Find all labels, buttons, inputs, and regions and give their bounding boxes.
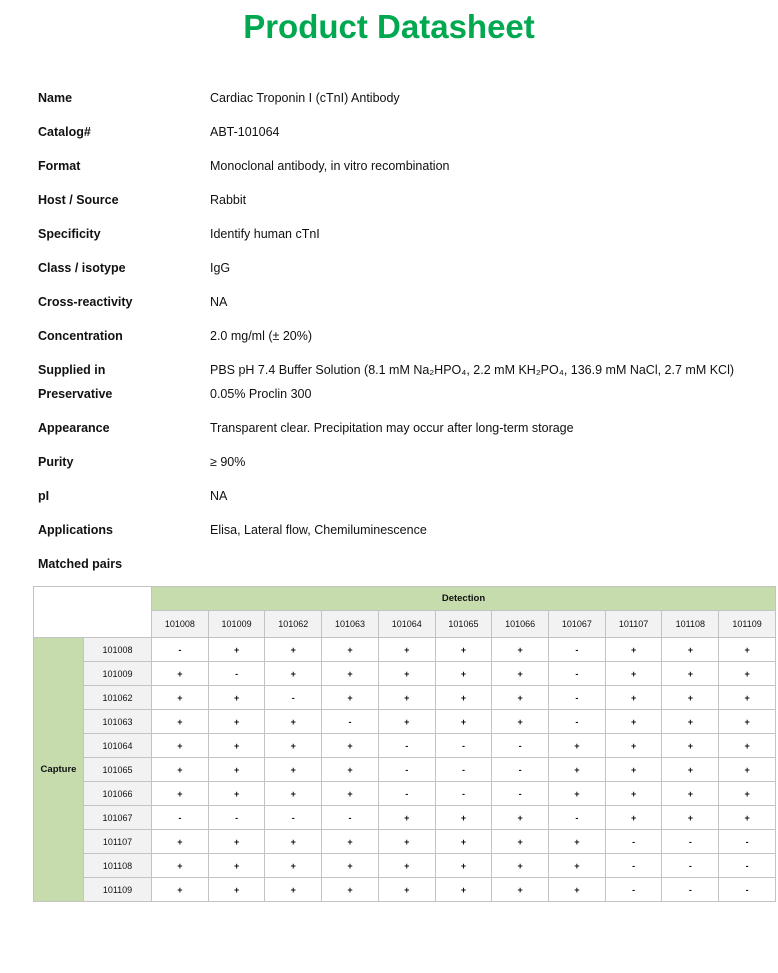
detection-code-header: 101065 <box>435 611 492 638</box>
matrix-cell: + <box>492 806 549 830</box>
matrix-cell: + <box>378 854 435 878</box>
matrix-row <box>34 686 776 710</box>
matrix-cell: + <box>605 758 662 782</box>
matrix-cell: + <box>208 854 265 878</box>
matrix-cell: + <box>208 830 265 854</box>
matrix-row <box>34 710 776 734</box>
property-label: Concentration <box>38 329 123 343</box>
matrix-cell: - <box>492 782 549 806</box>
matrix-cell: + <box>435 806 492 830</box>
matrix-row <box>34 734 776 758</box>
matrix-cell: + <box>719 710 776 734</box>
matrix-cell: + <box>322 638 379 662</box>
matrix-cell: + <box>662 686 719 710</box>
matrix-cell: + <box>378 806 435 830</box>
matrix-cell: + <box>152 854 209 878</box>
matrix-cell: + <box>435 710 492 734</box>
matrix-cell: + <box>152 758 209 782</box>
matrix-cell: + <box>265 830 322 854</box>
matrix-cell: + <box>492 710 549 734</box>
property-value: Transparent clear. Precipitation may occur after long-term storage <box>210 421 574 435</box>
matrix-cell: - <box>719 830 776 854</box>
matrix-cell: - <box>549 638 606 662</box>
matrix-cell: + <box>265 734 322 758</box>
matrix-row <box>34 878 776 902</box>
matrix-cell: + <box>152 662 209 686</box>
matrix-cell: + <box>322 782 379 806</box>
matrix-row <box>34 806 776 830</box>
matrix-cell: + <box>492 830 549 854</box>
capture-code-header: 101008 <box>84 638 152 662</box>
matrix-cell: + <box>378 878 435 902</box>
matrix-cell: + <box>662 662 719 686</box>
matrix-cell: - <box>265 686 322 710</box>
detection-code-header: 101009 <box>208 611 265 638</box>
matrix-cell: + <box>719 686 776 710</box>
matrix-cell: - <box>662 878 719 902</box>
capture-code-header: 101064 <box>84 734 152 758</box>
property-value: Rabbit <box>210 193 247 207</box>
capture-code-header: 101009 <box>84 662 152 686</box>
matrix-cell: - <box>549 686 606 710</box>
property-value: NA <box>210 489 228 503</box>
property-row <box>38 552 740 576</box>
matrix-cell: + <box>322 686 379 710</box>
matrix-cell: + <box>378 662 435 686</box>
matrix-cell: + <box>378 638 435 662</box>
detection-code-header: 101067 <box>549 611 606 638</box>
matrix-cell: + <box>265 854 322 878</box>
matrix-cell: - <box>378 758 435 782</box>
matrix-row <box>34 638 776 662</box>
property-row <box>38 358 740 382</box>
matrix-cell: - <box>435 734 492 758</box>
matrix-cell: + <box>152 734 209 758</box>
matrix-cell: + <box>605 782 662 806</box>
detection-header-cell: Detection <box>152 587 776 611</box>
matrix-cell: + <box>322 758 379 782</box>
properties-list <box>38 86 740 576</box>
matrix-cell: + <box>492 854 549 878</box>
matrix-cell: - <box>378 734 435 758</box>
matrix-cell: + <box>492 878 549 902</box>
property-label: Purity <box>38 455 74 469</box>
property-label: Supplied in <box>38 363 106 377</box>
matrix-cell: + <box>322 830 379 854</box>
property-row <box>38 416 740 440</box>
property-label: Catalog# <box>38 125 91 139</box>
property-value: Cardiac Troponin I (cTnI) Antibody <box>210 91 400 105</box>
property-row <box>38 518 740 542</box>
matrix-cell: - <box>435 782 492 806</box>
matrix-cell: - <box>435 758 492 782</box>
matrix-cell: + <box>719 806 776 830</box>
property-row <box>38 120 740 144</box>
matrix-cell: + <box>662 758 719 782</box>
property-row <box>38 86 740 110</box>
capture-code-header: 101065 <box>84 758 152 782</box>
property-row <box>38 188 740 212</box>
property-value: ≥ 90% <box>210 455 246 469</box>
matrix-cell: + <box>208 734 265 758</box>
capture-code-header: 101109 <box>84 878 152 902</box>
capture-code-header: 101107 <box>84 830 152 854</box>
matrix-cell: + <box>435 686 492 710</box>
matrix-cell: + <box>549 854 606 878</box>
property-row <box>38 256 740 280</box>
property-label: Matched pairs <box>38 557 123 571</box>
detection-code-header: 101063 <box>322 611 379 638</box>
matrix-cell: + <box>265 878 322 902</box>
matrix-cell: - <box>549 710 606 734</box>
property-row <box>38 484 740 508</box>
matrix-cell: + <box>719 662 776 686</box>
matrix-cell: + <box>208 710 265 734</box>
matrix-cell: + <box>719 734 776 758</box>
matrix-cell: + <box>549 782 606 806</box>
matrix-cell: + <box>492 662 549 686</box>
matrix-cell: - <box>719 854 776 878</box>
matrix-cell: + <box>492 638 549 662</box>
matrix-cell: + <box>378 686 435 710</box>
property-value: Elisa, Lateral flow, Chemiluminescence <box>210 523 427 537</box>
matrix-cell: + <box>662 734 719 758</box>
matrix-cell: + <box>208 782 265 806</box>
matched-pairs-table <box>33 586 776 902</box>
matrix-cell: - <box>605 830 662 854</box>
matrix-row <box>34 782 776 806</box>
matrix-cell: + <box>605 806 662 830</box>
matrix-cell: + <box>605 710 662 734</box>
property-label: Cross-reactivity <box>38 295 133 309</box>
matrix-cell: + <box>208 686 265 710</box>
property-label: Preservative <box>38 387 113 401</box>
detection-code-header: 101108 <box>662 611 719 638</box>
property-value: 0.05% Proclin 300 <box>210 387 312 401</box>
detection-code-header: 101064 <box>378 611 435 638</box>
detection-code-header: 101062 <box>265 611 322 638</box>
property-value: Monoclonal antibody, in vitro recombination <box>210 159 450 173</box>
property-row <box>38 222 740 246</box>
matrix-cell: + <box>378 710 435 734</box>
property-label: Specificity <box>38 227 101 241</box>
matrix-cell: + <box>265 758 322 782</box>
matrix-cell: + <box>378 830 435 854</box>
matrix-cell: - <box>265 806 322 830</box>
matrix-cell: + <box>662 806 719 830</box>
matrix-cell: + <box>265 662 322 686</box>
capture-code-header: 101108 <box>84 854 152 878</box>
capture-header-cell: Capture <box>34 638 84 902</box>
table-corner-cell <box>34 587 152 638</box>
matrix-row <box>34 854 776 878</box>
matrix-cell: - <box>719 878 776 902</box>
matrix-cell: + <box>152 686 209 710</box>
matrix-cell: - <box>492 734 549 758</box>
matrix-cell: + <box>152 830 209 854</box>
matrix-cell: + <box>152 878 209 902</box>
matrix-cell: - <box>208 662 265 686</box>
matrix-cell: + <box>719 758 776 782</box>
capture-code-header: 101066 <box>84 782 152 806</box>
property-value: PBS pH 7.4 Buffer Solution (8.1 mM Na₂HPO₄, 2.2 mM KH₂PO₄, 136.9 mM NaCl, 2.7 mM KCl) <box>210 363 735 377</box>
matrix-cell: - <box>605 854 662 878</box>
property-label: Format <box>38 159 81 173</box>
matrix-cell: + <box>322 734 379 758</box>
detection-code-header: 101107 <box>605 611 662 638</box>
matrix-cell: + <box>322 878 379 902</box>
property-value: Identify human cTnI <box>210 227 320 241</box>
matrix-cell: + <box>549 830 606 854</box>
detection-code-header: 101066 <box>492 611 549 638</box>
matrix-cell: - <box>378 782 435 806</box>
property-row <box>38 382 740 406</box>
property-row <box>38 324 740 348</box>
capture-code-header: 101063 <box>84 710 152 734</box>
matrix-cell: + <box>435 830 492 854</box>
property-row <box>38 290 740 314</box>
matrix-cell: + <box>208 638 265 662</box>
property-label: Host / Source <box>38 193 119 207</box>
matrix-cell: + <box>549 734 606 758</box>
matrix-cell: + <box>662 638 719 662</box>
matrix-cell: + <box>322 854 379 878</box>
property-value: ABT-101064 <box>210 125 280 139</box>
property-value <box>210 552 740 576</box>
capture-code-header: 101067 <box>84 806 152 830</box>
detection-code-header: 101109 <box>719 611 776 638</box>
matrix-cell: + <box>152 782 209 806</box>
property-label: Class / isotype <box>38 261 126 275</box>
matrix-cell: + <box>152 710 209 734</box>
matrix-cell: - <box>152 806 209 830</box>
matrix-cell: + <box>435 878 492 902</box>
property-value: 2.0 mg/ml (± 20%) <box>210 329 313 343</box>
matrix-body <box>34 638 776 902</box>
matrix-cell: + <box>208 878 265 902</box>
matrix-cell: + <box>605 734 662 758</box>
matrix-cell: + <box>208 758 265 782</box>
detection-header-row <box>34 587 776 611</box>
matrix-cell: + <box>605 686 662 710</box>
matrix-cell: + <box>435 662 492 686</box>
matrix-cell: + <box>265 638 322 662</box>
matrix-cell: + <box>549 758 606 782</box>
matrix-cell: - <box>208 806 265 830</box>
matrix-cell: - <box>492 758 549 782</box>
property-row <box>38 450 740 474</box>
matrix-cell: - <box>549 662 606 686</box>
matrix-cell: - <box>322 710 379 734</box>
matrix-cell: + <box>662 710 719 734</box>
matrix-cell: + <box>605 662 662 686</box>
matrix-cell: + <box>435 638 492 662</box>
property-row <box>38 154 740 178</box>
matrix-row <box>34 830 776 854</box>
property-value: IgG <box>210 261 231 275</box>
matrix-cell: + <box>662 782 719 806</box>
matrix-cell: + <box>719 638 776 662</box>
page-title: Product Datasheet <box>243 8 535 45</box>
detection-code-header: 101008 <box>152 611 209 638</box>
matrix-cell: + <box>435 854 492 878</box>
matrix-cell: + <box>719 782 776 806</box>
capture-code-header: 101062 <box>84 686 152 710</box>
matrix-cell: - <box>605 878 662 902</box>
matrix-cell: + <box>322 662 379 686</box>
matrix-cell: - <box>152 638 209 662</box>
property-label: pI <box>38 489 50 503</box>
matrix-cell: - <box>549 806 606 830</box>
matrix-cell: + <box>265 782 322 806</box>
matrix-cell: - <box>662 830 719 854</box>
matrix-row <box>34 662 776 686</box>
matrix-cell: - <box>662 854 719 878</box>
matrix-cell: + <box>549 878 606 902</box>
matrix-cell: + <box>492 686 549 710</box>
property-label: Name <box>38 91 73 105</box>
property-label: Appearance <box>38 421 110 435</box>
matrix-cell: + <box>265 710 322 734</box>
property-label: Applications <box>38 523 114 537</box>
matrix-cell: - <box>322 806 379 830</box>
matrix-row <box>34 758 776 782</box>
property-value: NA <box>210 295 228 309</box>
matrix-cell: + <box>605 638 662 662</box>
